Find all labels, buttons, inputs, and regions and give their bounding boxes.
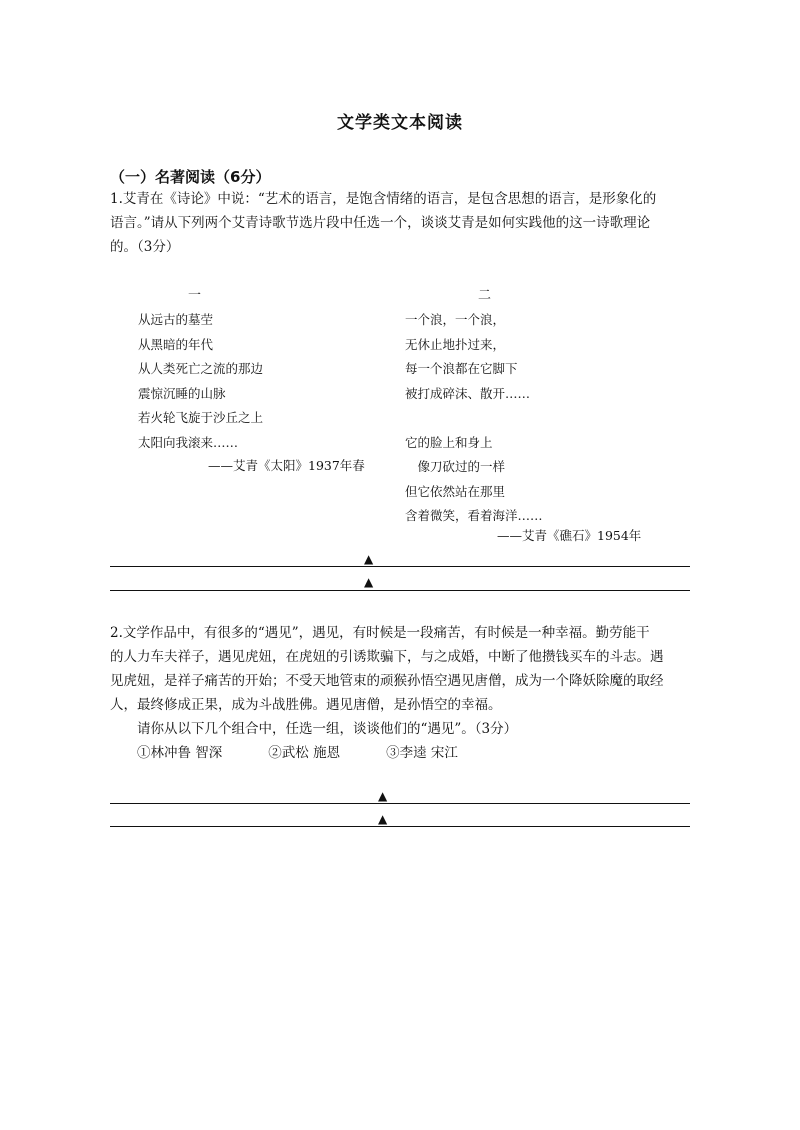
- question-2-line: 2.文学作品中，有很多的“遇见”，遇见，有时候是一段痛苦，有时候是一种幸福。勤劳能干: [110, 625, 650, 641]
- poem-1: [138, 308, 263, 455]
- question-1-line: 1.艾青在《诗论》中说：“艺术的语言，是饱含情绪的语言，是包含思想的语言，是形象化的: [110, 191, 657, 207]
- answer-line[interactable]: [110, 826, 690, 827]
- poem-line: 含着微笑，看着海洋……: [405, 508, 543, 523]
- option-item: ③李逵 宋江: [386, 745, 458, 761]
- poem-2-number: 二: [478, 288, 492, 303]
- poem-1-number: 一: [188, 288, 202, 303]
- poem-line: 从人类死亡之流的那边: [138, 361, 264, 376]
- poem-line: 但它依然站在那里: [405, 483, 506, 499]
- poem-line: 它的脸上和身上: [405, 434, 493, 450]
- poem-line: 每一个浪都在它脚下: [405, 361, 518, 376]
- answer-line[interactable]: [110, 803, 690, 804]
- answer-line[interactable]: [110, 566, 690, 567]
- question-2-line: 见虎妞，是祥子痛苦的开始；不受天地管束的顽猴孙悟空遇见唐僧，成为一个降妖除魔的取经: [110, 673, 664, 689]
- section-heading: （一）名著阅读（6分）: [110, 168, 271, 186]
- poem-line: 被打成碎沫、散开……: [405, 385, 531, 401]
- poem-line: [405, 406, 543, 431]
- answer-line[interactable]: [110, 590, 690, 591]
- answer-marker: ▲: [364, 575, 374, 589]
- poem-line: 像刀砍过的一样: [405, 459, 506, 474]
- answer-marker: ▲: [378, 812, 388, 826]
- question-1-line: 语言。”请从下列两个艾青诗歌节选片段中任选一个，谈谈艾青是如何实践他的这一诗歌理论: [110, 215, 651, 231]
- poem-line: 从黑暗的年代: [138, 336, 214, 352]
- poem-line: 无休止地扑过来，: [405, 336, 506, 352]
- question-2-line: 的人力车夫祥子，遇见虎妞，在虎妞的引诱欺骗下，与之成婚，中断了他攒钱买车的斗志。遇: [110, 649, 664, 665]
- poem-line: 太阳向我滚来……: [138, 434, 239, 450]
- page-title: 文学类文本阅读: [337, 113, 463, 133]
- question-1: [110, 187, 690, 259]
- question-2-line: 人，最终修成正果，成为斗战胜佛。遇见唐僧，是孙悟空的幸福。: [110, 697, 502, 713]
- question-2-options: [110, 741, 690, 765]
- option-item: ①林冲鲁 智深: [137, 745, 223, 761]
- answer-marker: ▲: [364, 552, 374, 566]
- answer-marker: ▲: [378, 789, 388, 803]
- poem-line: 若火轮飞旋于沙丘之上: [138, 410, 264, 425]
- poem-2: [405, 308, 543, 529]
- question-2: [110, 621, 690, 765]
- poem-2-source: ——艾青《礁石》1954年: [497, 528, 642, 543]
- option-item: ②武松 施恩: [268, 745, 341, 761]
- poem-line: 一个浪，一个浪，: [405, 312, 506, 327]
- question-2-prompt: 请你从以下几个组合中，任选一组，谈谈他们的“遇见”。（3分）: [137, 721, 518, 737]
- question-1-line: 的。（3分）: [110, 239, 180, 255]
- poem-line: 震惊沉睡的山脉: [138, 385, 226, 401]
- poem-line: 从远古的墓茔: [138, 312, 214, 327]
- poem-1-source: ——艾青《太阳》1937年春: [208, 458, 365, 473]
